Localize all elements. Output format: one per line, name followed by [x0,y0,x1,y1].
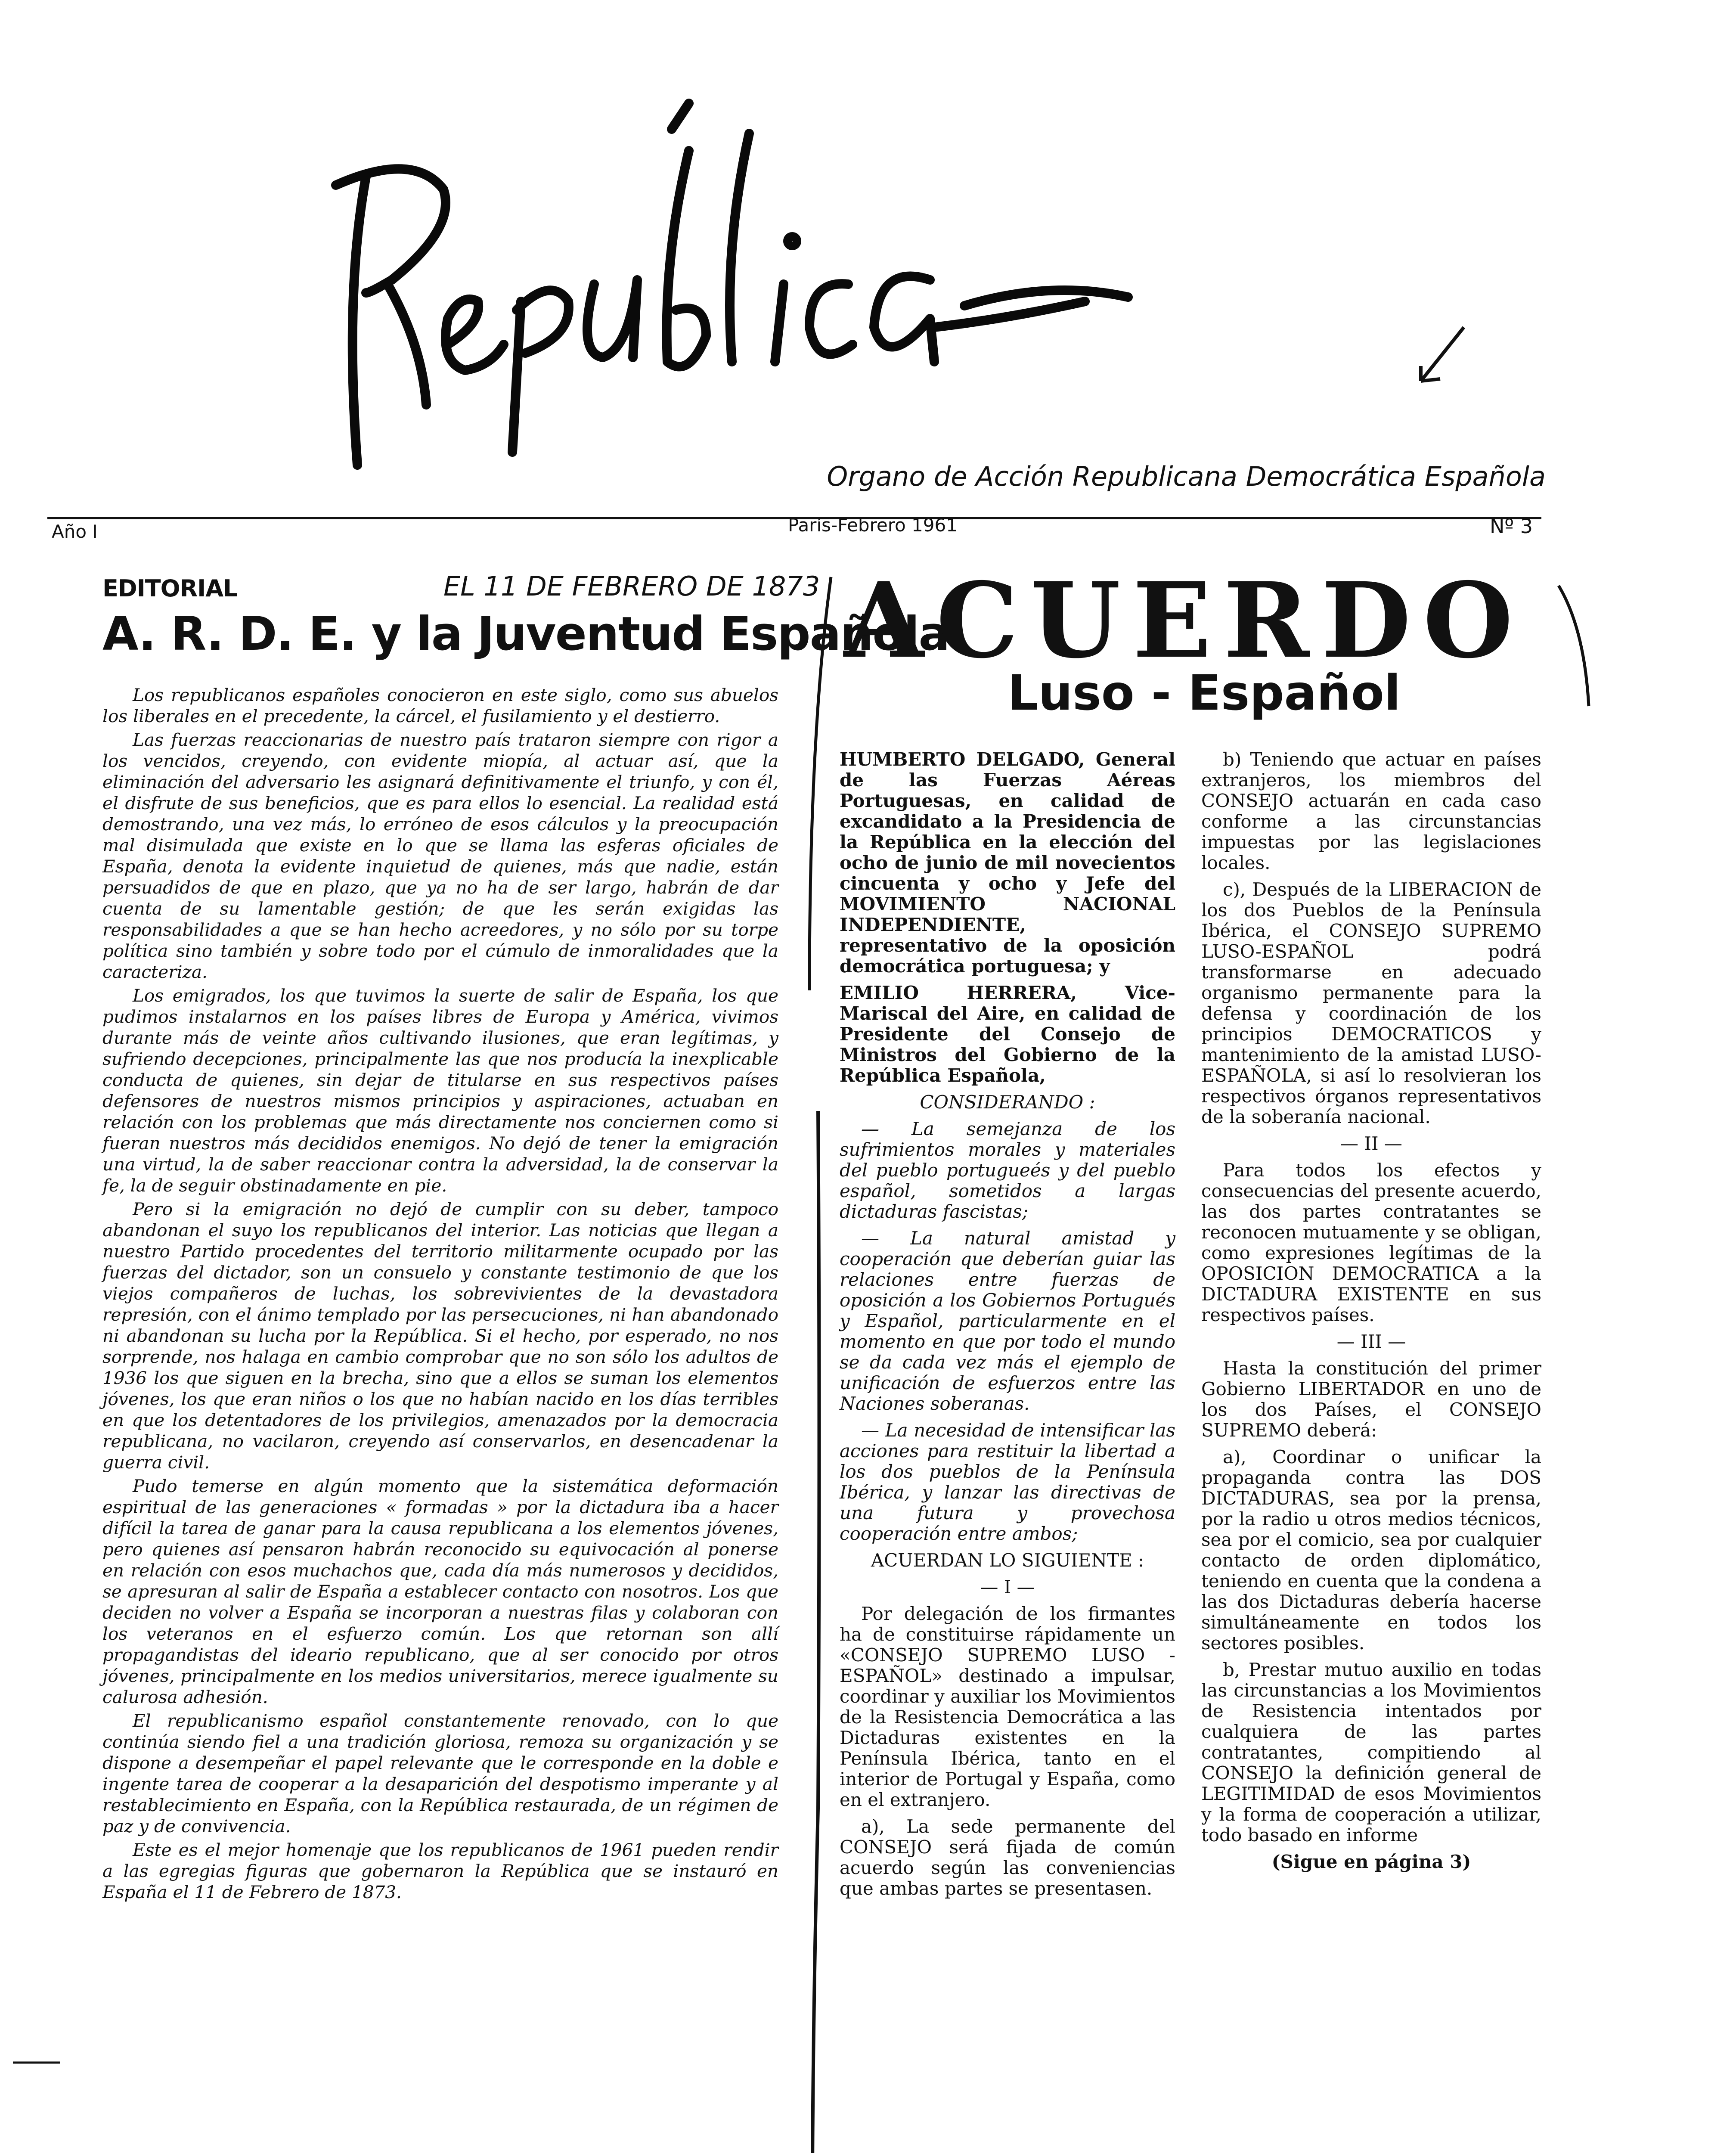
acuerdo-continuation: (Sigue en página 3) [1271,1851,1471,1872]
acuerdo-paragraph: a), La sede permanente del CONSEJO será fijada de común acuerdo según las conveniencias que ambas partes se presentasen. [840,1816,1175,1899]
acuerdo-paragraph: b, Prestar mutuo auxilio en todas las circunstancias a los Movimientos de Resistencia intentados por cualquiera de las partes contratantes, compitiendo al CONSEJO la definición general de LEGITIMIDAD de esos Movimientos y la forma de cooperación a utilizar, todo basado en informe [1201,1659,1541,1846]
acuerdo-paragraph: — II — [1340,1133,1402,1154]
acuerdo-title: ACUERDO [844,560,1525,681]
acuerdo-paragraph: ACUERDAN LO SIGUIENTE : [871,1550,1144,1571]
acuerdo-paragraph: Por delegación de los firmantes ha de constituirse rápidamente un «CONSEJO SUPREMO LUSO -ESPAÑOL» destinado a impulsar, coordinar y auxiliar los Movimientos de la Resistencia Democrática a las Dictaduras existentes en la Península Ibérica, tanto en el interior de Portugal y España, como en el extranjero. [840,1603,1175,1810]
masthead-subtitle: Organo de Acción Republicana Democrática Española [827,461,1546,492]
editorial-paragraph: Los emigrados, los que tuvimos la suerte de salir de España, los que pudimos instalarnos en los países libres de Europa y América, vivimos durante más de veinte años cultivando ilusiones, que eran legítimas, y sufriendo decepciones, principalmente las que nos producía la inexplicable conducta de quienes, sin dejar de titularse en sus respectivos países defensores de nuestros mismos principios y aspiraciones, actuaban en relación con los problemas que más directamente nos conciernen como si fueran nuestros más decididos enemigos. No dejó de tener la emigración una virtud, la de saber reaccionar contra la adversidad, la de conservar la fe, la de seguir obstinadamente en pie. [102,985,778,1196]
arrow-mark [1421,327,1464,381]
acuerdo-paragraph: Para todos los efectos y consecuencias del presente acuerdo, las dos partes contratantes se reconocen mutuamente y se obligan, como expresiones legítimas de la OPOSICION DEMOCRATICA a la DICTADURA EXISTENTE en sus respectivos países. [1201,1160,1541,1325]
issue-year: Año I [52,521,98,542]
editorial-headline: A. R. D. E. y la Juventud Española [102,607,949,661]
issue-number: Nº 3 [1490,515,1533,538]
issue-date: París-Febrero 1961 [788,515,958,536]
editorial-kicker: EDITORIAL [102,575,238,602]
editorial-paragraph: Las fuerzas reaccionarias de nuestro país trataron siempre con rigor a los vencidos, creyendo, con evidente miopía, al actuar así, que la eliminación del adversario les asignará definitivamente el triunfo, y con él, el disfrute de sus beneficios, que es para ellos lo esencial. La realidad está demostrando, una vez más, lo erróneo de esos cálculos y la preocupación mal disimulada que existe en lo que se llama las esferas oficiales de España, denota la evidente inquietud de quienes, más que nadie, están persuadidos de que en plazo, que ya no ha de ser largo, habrán de dar cuenta de su lamentable gestión; de que les serán exigidas las responsabilidades a que se han hecho acreedores, y no sólo por su torpe política sino también y sobre todo por el cúmulo de inmoralidades que la caracteriza. [102,729,778,982]
acuerdo-right-column [1201,749,1541,1878]
acuerdo-paragraph: HUMBERTO DELGADO, General de las Fuerzas Aéreas Portuguesas, en calidad de excandidato a la Presidencia de la República en la elección del ocho de junio de mil novecientos cincuenta y ocho y Jefe del MOVIMIENTO NACIONAL INDEPENDIENTE, representativo de la oposición democrática portuguesa; y [840,749,1175,977]
editorial-paragraph: El republicanismo español constantemente renovado, con lo que continúa siendo fiel a una tradición gloriosa, remoza su organización y se dispone a desempeñar el papel relevante que le corresponde en la doble e ingente tarea de cooperar a la desaparición del despotismo imperante y al restablecimiento en España, con la República restaurada, de un régimen de paz y de convivencia. [102,1710,778,1837]
acuerdo-paragraph: — La semejanza de los sufrimientos morales y materiales del pueblo portugueés y del pueblo español, sometidos a largas dictaduras fascistas; [840,1118,1175,1222]
acuerdo-paragraph: Hasta la constitución del primer Gobierno LIBERTADOR en uno de los dos Países, el CONSEJO SUPREMO deberá: [1201,1358,1541,1441]
editorial-body [102,685,778,1905]
acuerdo-paragraph: — III — [1336,1331,1406,1352]
acuerdo-paragraph: — La necesidad de intensificar las acciones para restituir la libertad a los dos pueblos de la Península Ibérica, y lanzar las directivas de una futura y provechosa cooperación entre ambos; [840,1420,1175,1544]
editorial-paragraph: Pudo temerse en algún momento que la sistemática deformación espiritual de las generaciones « formadas » por la dictadura iba a hacer difícil la tarea de ganar para la causa republicana a los elementos jóvenes, pero quienes así pensaron habrán reconocido su equivocación al ponerse en relación con esos muchachos que, cada día más numerosos y decididos, se apresuran al salir de España a establecer contacto con nosotros. Los que deciden no volver a España se incorporan a nuestras filas y colaboran con los veteranos en el esfuerzo común. Los que retornan son allí propagandistas del ideario republicano, que al ser conocido por otros jóvenes, principalmente en los medios universitarios, merece igualmente su calurosa adhesión. [102,1476,778,1707]
editorial-date-heading: EL 11 DE FEBRERO DE 1873 [443,571,820,602]
acuerdo-paragraph: EMILIO HERRERA, Vice-Mariscal del Aire, en calidad de Presidente del Consejo de Ministros del Gobierno de la República Española, [840,982,1175,1086]
editorial-paragraph: Los republicanos españoles conocieron en este siglo, como sus abuelos los liberales en el precedente, la cárcel, el fusilamiento y el destierro. [102,685,778,726]
editorial-paragraph: Pero si la emigración no dejó de cumplir con su deber, tampoco abandonan el suyo los republicanos del interior. Las noticias que llegan a nuestro Partido procedentes del territorio militarmente ocupado por las fuerzas del dictador, son un consuelo y constante testimonio de que los viejos compañeros de luchas, los sobrevivientes de la devastadora represión, con el ánimo templado por las persecuciones, ni han abandonado ni abandonan su lucha por la República. Si el hecho, por esperado, no nos sorprende, nos halaga en cambio comprobar que no son sólo los adultos de 1936 los que siguen en la brecha, sino que a ellos se suman los elementos jóvenes, los que eran niños o los que no habían nacido en los días terribles en que los detentadores de los privilegios, amenazados por la democracia republicana, no vacilaron, creyendo así conservarlos, en desencadenar la guerra civil. [102,1199,778,1473]
acuerdo-paragraph: a), Coordinar o unificar la propaganda contra las DOS DICTADURAS, sea por la prensa, por la radio u otros medios técnicos, sea por el comicio, sea por cualquier contacto de orden diplomático, teniendo en cuenta que la condena a las dos Dictaduras debería hacerse simultáneamente en todos los sectores posibles. [1201,1446,1541,1654]
republica-logo-svg [319,78,1309,491]
editorial-paragraph: Este es el mejor homenaje que los republicanos de 1961 pueden rendir a las egregias figuras que gobernaron la República que se instauró en España el 11 de Febrero de 1873. [102,1840,778,1902]
acuerdo-subtitle: Luso - Español [1008,665,1401,721]
acuerdo-paragraph: CONSIDERANDO : [920,1092,1095,1113]
masthead-logo [319,78,1309,491]
acuerdo-left-column [840,749,1175,1905]
acuerdo-paragraph: — La natural amistad y cooperación que deberían guiar las relaciones entre fuerzas de oposición a los Gobiernos Portugués y Español, particularmente en el momento en que por todo el mundo se da cada vez más el ejemplo de unificación de esfuerzos entre las Naciones soberanas. [840,1228,1175,1414]
acuerdo-paragraph: — I — [980,1576,1035,1598]
acuerdo-paragraph: b) Teniendo que actuar en países extranjeros, los miembros del CONSEJO actuarán en cada caso conforme a las circunstancias impuestas por las legislaciones locales. [1201,749,1541,873]
acuerdo-paragraph: c), Después de la LIBERACION de los dos Pueblos de la Península Ibérica, el CONSEJO SUPREMO LUSO-ESPAÑOL podrá transformarse en adecuado organismo permanente para la defensa y coordinación de los principios DEMOCRATICOS y mantenimiento de la amistad LUSO-ESPAÑOLA, si así lo resolvieran los respectivos órganos representativos de la soberanía nacional. [1201,879,1541,1127]
